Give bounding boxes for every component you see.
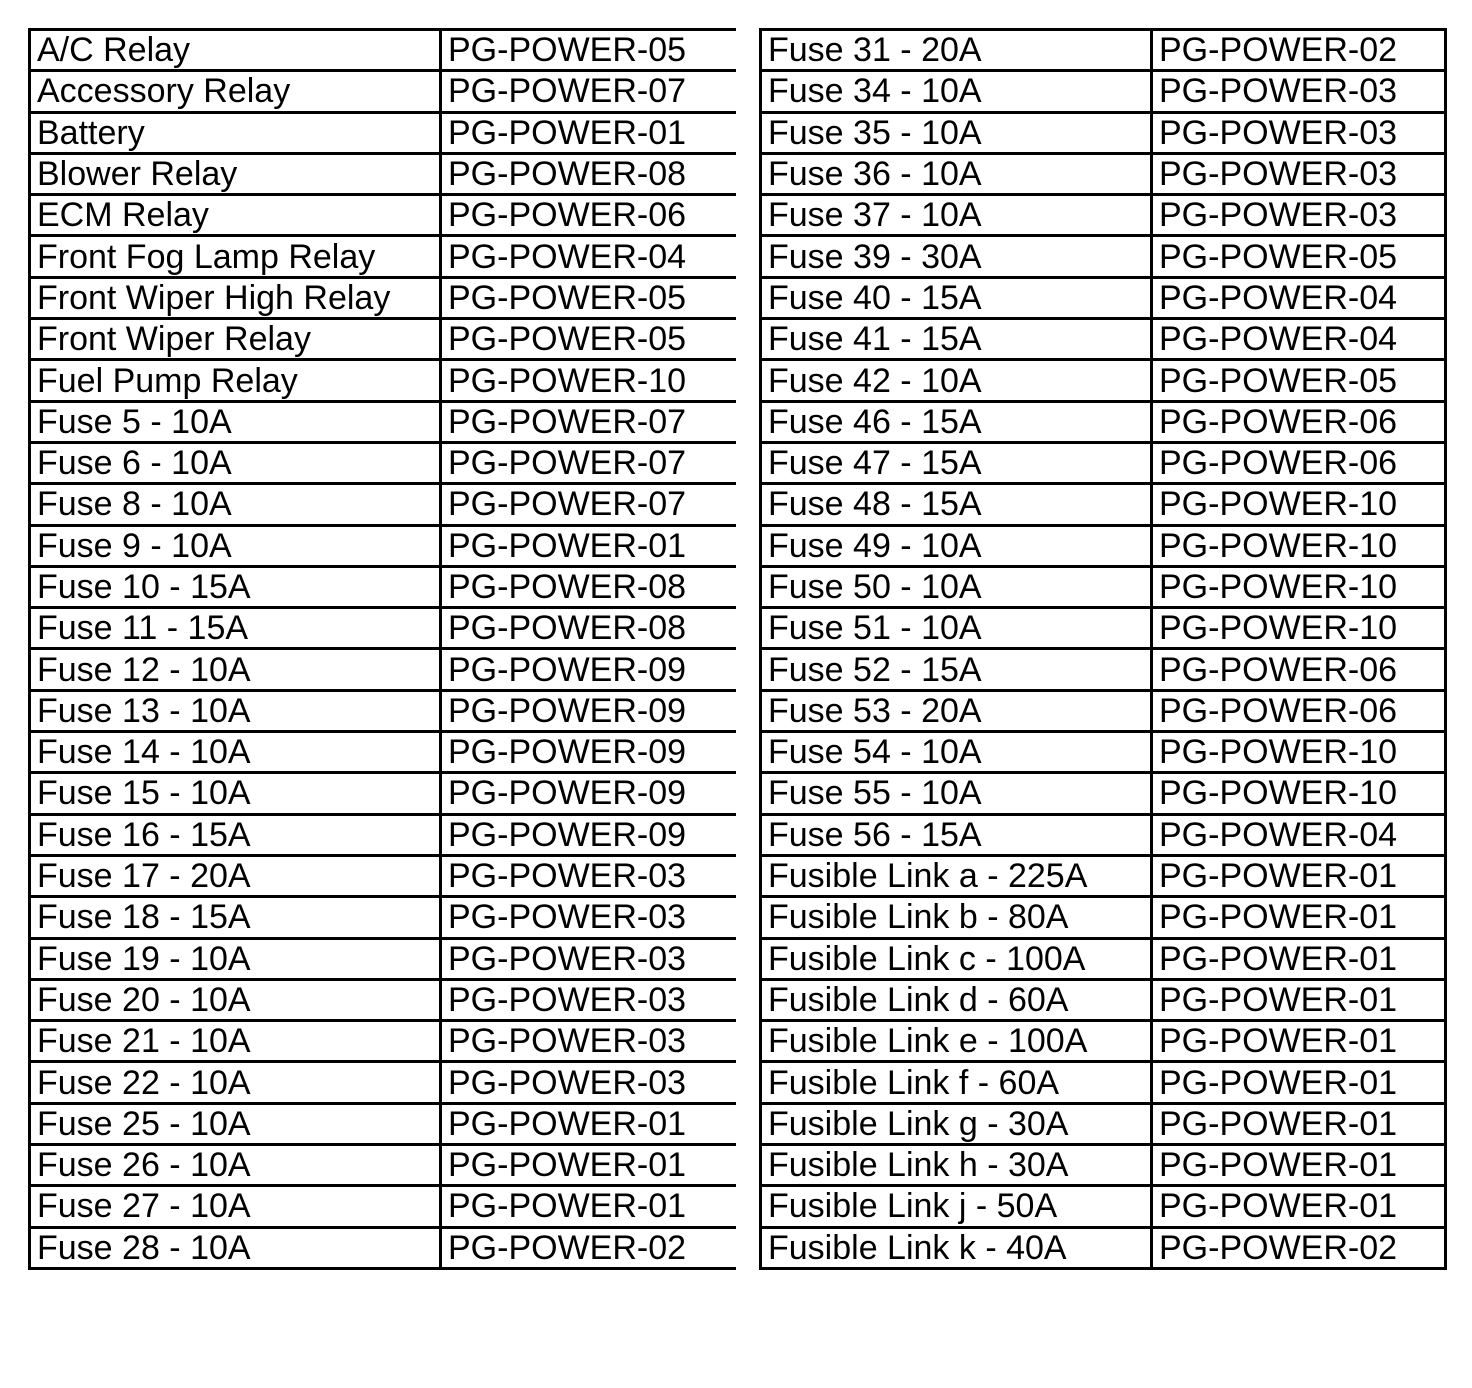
component-name-cell: Accessory Relay [30,71,441,112]
component-name-cell: Fuse 19 - 10A [30,938,441,979]
table-row [30,112,738,153]
component-name-cell: Fuse 56 - 15A [761,814,1152,855]
table-row [30,566,738,607]
reference-code-cell: PG-POWER-02 [1152,1227,1446,1268]
component-name-cell: Front Wiper High Relay [30,277,441,318]
component-name-cell: Fusible Link k - 40A [761,1227,1152,1268]
table-row [30,236,738,277]
table-row [30,30,738,71]
reference-code-cell: PG-POWER-08 [441,566,738,607]
component-name-cell: Fuse 40 - 15A [761,277,1152,318]
table-row [30,153,738,194]
table-row [761,236,1446,277]
component-name-cell: Fuse 46 - 15A [761,401,1152,442]
table-row [761,484,1446,525]
reference-code-cell: PG-POWER-03 [441,1021,738,1062]
table-row [30,979,738,1020]
component-name-cell: Fuse 50 - 10A [761,566,1152,607]
component-name-cell: Fusible Link g - 30A [761,1103,1152,1144]
component-name-cell: Fuse 12 - 10A [30,649,441,690]
component-name-cell: Front Wiper Relay [30,319,441,360]
table-row [30,1186,738,1227]
component-name-cell: Battery [30,112,441,153]
reference-code-cell: PG-POWER-03 [1152,195,1446,236]
reference-code-cell: PG-POWER-01 [1152,1062,1446,1103]
reference-code-cell: PG-POWER-03 [441,1062,738,1103]
component-name-cell: Fuse 11 - 15A [30,608,441,649]
component-name-cell: Fuse 21 - 10A [30,1021,441,1062]
reference-code-cell: PG-POWER-01 [1152,1145,1446,1186]
component-name-cell: Front Fog Lamp Relay [30,236,441,277]
reference-code-cell: PG-POWER-01 [441,525,738,566]
table-row [30,442,738,483]
component-name-cell: Fuse 14 - 10A [30,732,441,773]
table-row [761,112,1446,153]
component-name-cell: Fuse 52 - 15A [761,649,1152,690]
left-index-table [28,28,739,1270]
table-row [761,277,1446,318]
reference-code-cell: PG-POWER-01 [1152,979,1446,1020]
table-row [30,1062,738,1103]
component-name-cell: Fuse 27 - 10A [30,1186,441,1227]
component-name-cell: Fuse 31 - 20A [761,30,1152,71]
component-name-cell: Fusible Link a - 225A [761,855,1152,896]
component-name-cell: A/C Relay [30,30,441,71]
reference-code-cell: PG-POWER-09 [441,649,738,690]
table-row [761,1103,1446,1144]
table-row [30,525,738,566]
component-name-cell: Fuse 18 - 15A [30,897,441,938]
reference-code-cell: PG-POWER-03 [1152,153,1446,194]
component-name-cell: Fuse 54 - 10A [761,732,1152,773]
component-name-cell: Fuse 41 - 15A [761,319,1152,360]
column-gap [736,28,759,1362]
reference-code-cell: PG-POWER-01 [1152,897,1446,938]
component-name-cell: ECM Relay [30,195,441,236]
table-row [30,1145,738,1186]
reference-code-cell: PG-POWER-01 [1152,1021,1446,1062]
component-name-cell: Blower Relay [30,153,441,194]
reference-code-cell: PG-POWER-03 [1152,112,1446,153]
right-index-table [759,28,1447,1270]
table-row [761,855,1446,896]
reference-code-cell: PG-POWER-01 [441,1186,738,1227]
component-name-cell: Fuse 20 - 10A [30,979,441,1020]
table-row [761,938,1446,979]
reference-code-cell: PG-POWER-04 [1152,277,1446,318]
reference-code-cell: PG-POWER-03 [441,938,738,979]
reference-code-cell: PG-POWER-10 [1152,608,1446,649]
component-name-cell: Fuse 6 - 10A [30,442,441,483]
reference-code-cell: PG-POWER-03 [441,897,738,938]
reference-code-cell: PG-POWER-01 [1152,938,1446,979]
reference-code-cell: PG-POWER-06 [1152,690,1446,731]
component-name-cell: Fuse 42 - 10A [761,360,1152,401]
reference-code-cell: PG-POWER-10 [1152,525,1446,566]
reference-code-cell: PG-POWER-04 [1152,814,1446,855]
table-row [761,525,1446,566]
reference-code-cell: PG-POWER-07 [441,71,738,112]
reference-code-cell: PG-POWER-10 [1152,773,1446,814]
table-row [761,30,1446,71]
table-row [761,608,1446,649]
component-name-cell: Fuse 26 - 10A [30,1145,441,1186]
reference-code-cell: PG-POWER-01 [1152,1103,1446,1144]
table-row [761,153,1446,194]
table-row [30,1021,738,1062]
reference-code-cell: PG-POWER-01 [1152,855,1446,896]
component-name-cell: Fuse 13 - 10A [30,690,441,731]
reference-code-cell: PG-POWER-10 [1152,566,1446,607]
component-name-cell: Fuse 15 - 10A [30,773,441,814]
reference-code-cell: PG-POWER-03 [1152,71,1446,112]
reference-code-cell: PG-POWER-02 [441,1227,738,1268]
reference-code-cell: PG-POWER-01 [441,112,738,153]
component-name-cell: Fusible Link b - 80A [761,897,1152,938]
reference-code-cell: PG-POWER-05 [441,277,738,318]
reference-code-cell: PG-POWER-04 [441,236,738,277]
component-name-cell: Fuse 48 - 15A [761,484,1152,525]
component-name-cell: Fuse 51 - 10A [761,608,1152,649]
reference-code-cell: PG-POWER-10 [1152,484,1446,525]
reference-code-cell: PG-POWER-06 [1152,401,1446,442]
table-row [30,277,738,318]
component-name-cell: Fuse 22 - 10A [30,1062,441,1103]
component-name-cell: Fuse 9 - 10A [30,525,441,566]
component-name-cell: Fuse 35 - 10A [761,112,1152,153]
reference-code-cell: PG-POWER-04 [1152,319,1446,360]
reference-code-cell: PG-POWER-06 [1152,442,1446,483]
component-name-cell: Fuse 28 - 10A [30,1227,441,1268]
reference-code-cell: PG-POWER-08 [441,608,738,649]
component-name-cell: Fusible Link e - 100A [761,1021,1152,1062]
component-name-cell: Fuel Pump Relay [30,360,441,401]
table-row [30,1227,738,1268]
table-row [30,1103,738,1144]
reference-code-cell: PG-POWER-09 [441,814,738,855]
component-name-cell: Fuse 25 - 10A [30,1103,441,1144]
table-row [30,773,738,814]
table-row [761,732,1446,773]
table-row [761,566,1446,607]
table-row [761,1186,1446,1227]
component-name-cell: Fuse 55 - 10A [761,773,1152,814]
table-row [30,360,738,401]
component-name-cell: Fuse 34 - 10A [761,71,1152,112]
table-row [30,732,738,773]
table-row [761,195,1446,236]
table-row [761,442,1446,483]
table-row [30,319,738,360]
component-name-cell: Fuse 10 - 15A [30,566,441,607]
reference-code-cell: PG-POWER-09 [441,773,738,814]
reference-code-cell: PG-POWER-10 [441,360,738,401]
component-name-cell: Fuse 47 - 15A [761,442,1152,483]
table-row [761,1227,1446,1268]
reference-code-cell: PG-POWER-06 [441,195,738,236]
table-row [761,71,1446,112]
table-row [30,897,738,938]
table-row [30,195,738,236]
reference-code-cell: PG-POWER-07 [441,401,738,442]
table-row [761,814,1446,855]
table-row [30,484,738,525]
table-row [761,1021,1446,1062]
component-name-cell: Fuse 17 - 20A [30,855,441,896]
reference-code-cell: PG-POWER-05 [441,319,738,360]
table-row [30,855,738,896]
reference-code-cell: PG-POWER-03 [441,979,738,1020]
table-row [761,773,1446,814]
component-name-cell: Fuse 37 - 10A [761,195,1152,236]
reference-code-cell: PG-POWER-07 [441,442,738,483]
table-row [761,360,1446,401]
table-row [761,1062,1446,1103]
table-row [30,649,738,690]
component-name-cell: Fuse 39 - 30A [761,236,1152,277]
component-name-cell: Fusible Link j - 50A [761,1186,1152,1227]
reference-code-cell: PG-POWER-01 [441,1103,738,1144]
component-name-cell: Fusible Link d - 60A [761,979,1152,1020]
table-row [761,690,1446,731]
reference-code-cell: PG-POWER-01 [441,1145,738,1186]
component-name-cell: Fuse 16 - 15A [30,814,441,855]
component-name-cell: Fusible Link f - 60A [761,1062,1152,1103]
table-row [761,649,1446,690]
table-row [761,979,1446,1020]
component-name-cell: Fusible Link h - 30A [761,1145,1152,1186]
reference-code-cell: PG-POWER-01 [1152,1186,1446,1227]
reference-code-cell: PG-POWER-08 [441,153,738,194]
component-name-cell: Fuse 36 - 10A [761,153,1152,194]
reference-code-cell: PG-POWER-06 [1152,649,1446,690]
reference-code-cell: PG-POWER-10 [1152,732,1446,773]
table-row [30,814,738,855]
reference-code-cell: PG-POWER-03 [441,855,738,896]
reference-code-cell: PG-POWER-05 [1152,360,1446,401]
table-row [30,608,738,649]
component-name-cell: Fuse 53 - 20A [761,690,1152,731]
table-row [30,401,738,442]
table-row [30,71,738,112]
component-name-cell: Fuse 5 - 10A [30,401,441,442]
table-row [761,319,1446,360]
table-row [30,938,738,979]
table-row [761,401,1446,442]
reference-code-cell: PG-POWER-09 [441,690,738,731]
reference-code-cell: PG-POWER-02 [1152,30,1446,71]
reference-code-cell: PG-POWER-05 [1152,236,1446,277]
component-name-cell: Fusible Link c - 100A [761,938,1152,979]
reference-code-cell: PG-POWER-07 [441,484,738,525]
reference-code-cell: PG-POWER-09 [441,732,738,773]
component-name-cell: Fuse 49 - 10A [761,525,1152,566]
table-row [30,690,738,731]
table-row [761,1145,1446,1186]
component-name-cell: Fuse 8 - 10A [30,484,441,525]
reference-code-cell: PG-POWER-05 [441,30,738,71]
table-row [761,897,1446,938]
index-page [28,28,1444,1362]
